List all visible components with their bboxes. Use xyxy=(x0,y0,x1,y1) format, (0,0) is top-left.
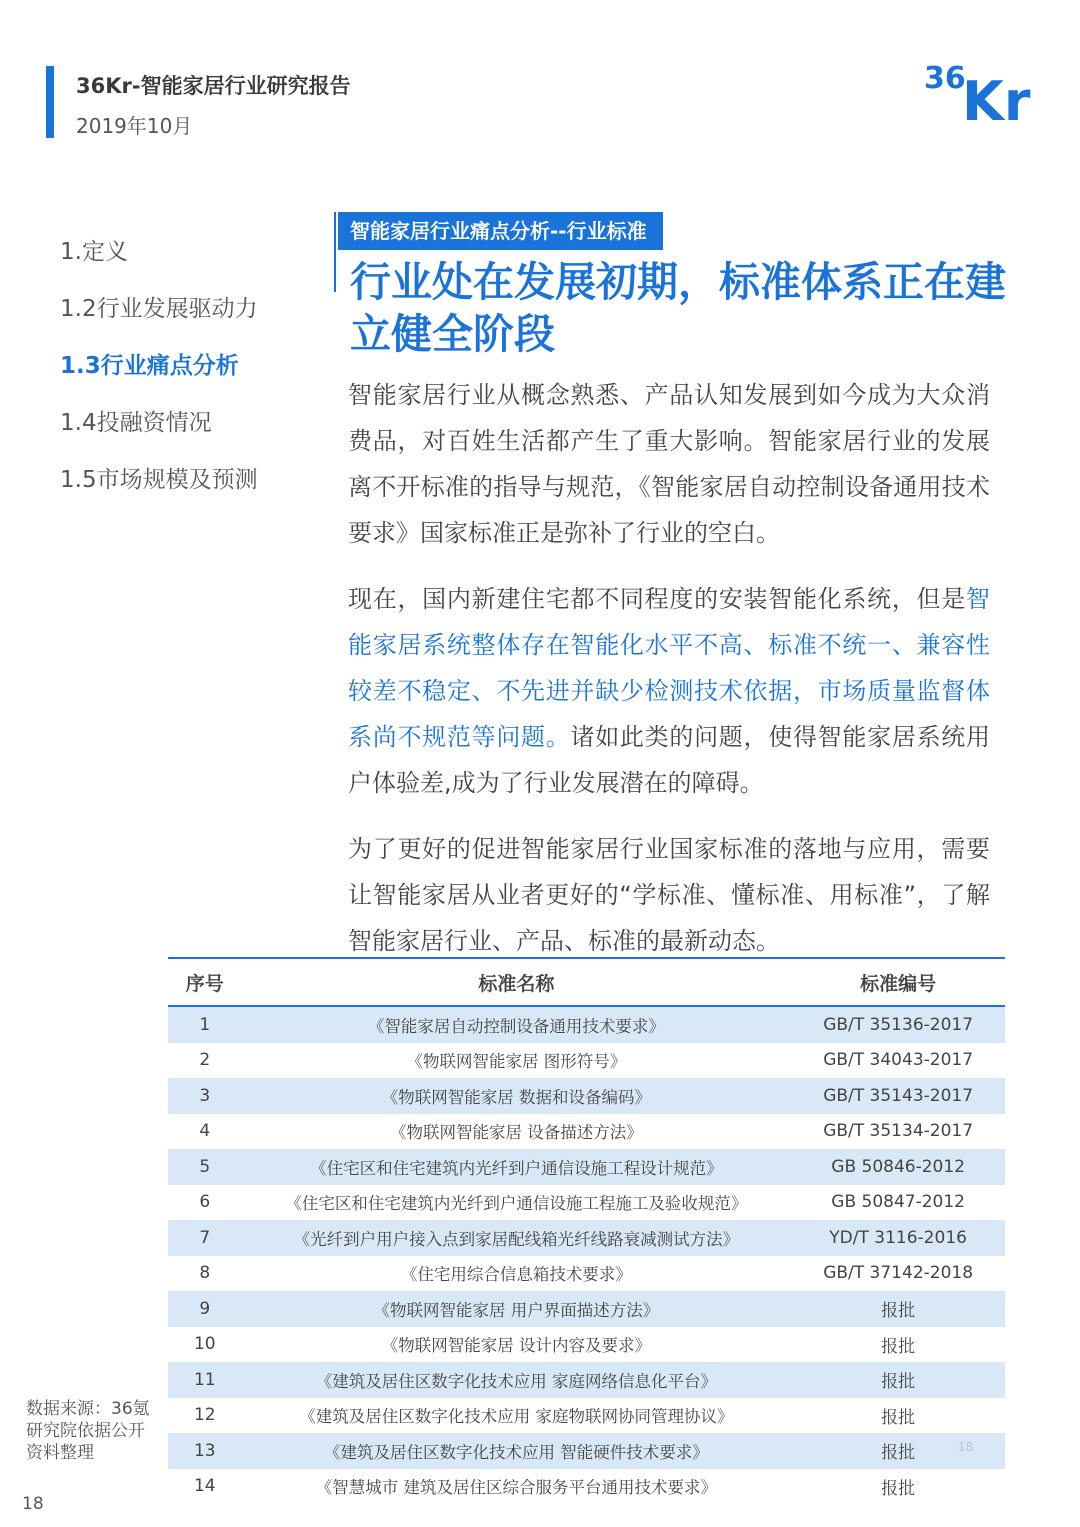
toc-item-drivers[interactable]: 1.2行业发展驱动力 xyxy=(60,296,258,322)
row-standard-name: 《物联网智能家居 用户界面描述方法》 xyxy=(242,1291,792,1327)
header-standard-code: 标准编号 xyxy=(791,958,1005,1006)
row-standard-name: 《物联网智能家居 设计内容及要求》 xyxy=(381,1336,652,1356)
row-index: 7 xyxy=(168,1220,242,1256)
row-standard-name: 《住宅区和住宅建筑内光纤到户通信设施工程施工及验收规范》 xyxy=(285,1194,748,1214)
table-row xyxy=(168,1078,1005,1114)
table-row xyxy=(168,1185,1005,1221)
row-standard-code: GB/T 37142-2018 xyxy=(823,1263,974,1284)
row-standard-name: 《住宅用综合信息箱技术要求》 xyxy=(400,1265,632,1285)
table-row xyxy=(168,1433,1005,1469)
row-index: 11 xyxy=(168,1362,242,1398)
row-index: 10 xyxy=(193,1334,216,1355)
table-row xyxy=(168,1006,1005,1043)
report-title: 36Kr-智能家居行业研究报告 xyxy=(76,74,351,98)
36kr-logo xyxy=(922,58,1052,128)
paragraph-intro: 智能家居行业从概念熟悉、产品认知发展到如今成为大众消费品，对百姓生活都产生了重大影响。智能家居行业的发展离不开标准的指导与规范，《智能家居自动控制设备通用技术要求》国家标准正是弥补了行业的空白。 xyxy=(348,381,990,547)
section-label: 智能家居行业痛点分析--行业标准 xyxy=(338,212,663,250)
row-index: 14 xyxy=(193,1476,216,1497)
table-row xyxy=(168,1362,1005,1398)
toc-item-pain-points[interactable]: 1.3行业痛点分析 xyxy=(60,353,239,379)
row-standard-code: 报批 xyxy=(791,1362,1005,1398)
section-headline: 行业处在发展初期，标准体系正在建立健全阶段 xyxy=(350,258,1006,358)
page-number: 18 xyxy=(22,1494,44,1514)
row-index: 13 xyxy=(168,1433,242,1469)
table-of-contents xyxy=(60,232,258,517)
svg-text:36: 36 xyxy=(924,61,966,96)
table-row xyxy=(168,1469,1005,1505)
row-index: 4 xyxy=(199,1121,211,1142)
table-row xyxy=(168,1291,1005,1327)
row-standard-name: 《光纤到户用户接入点到家居配线箱光纤线路衰减测试方法》 xyxy=(242,1220,792,1256)
standards-table xyxy=(168,957,1005,1504)
row-standard-code: 报批 xyxy=(881,1478,916,1499)
toc-item-market-size[interactable]: 1.5市场规模及预测 xyxy=(60,467,258,493)
header-index: 序号 xyxy=(168,958,242,1006)
row-index: 5 xyxy=(168,1149,242,1185)
table-header-row xyxy=(168,958,1005,1006)
header-accent-bar xyxy=(46,66,54,138)
table-row xyxy=(168,1043,1005,1079)
table-row xyxy=(168,1220,1005,1256)
row-standard-code: YD/T 3116-2016 xyxy=(791,1220,1005,1256)
report-date: 2019年10月 xyxy=(76,114,193,138)
row-standard-code: GB/T 34043-2017 xyxy=(823,1050,974,1071)
table-row xyxy=(168,1149,1005,1185)
row-standard-code: 报批 xyxy=(881,1336,916,1357)
row-standard-code: GB 50846-2012 xyxy=(791,1149,1005,1185)
row-index: 2 xyxy=(199,1050,211,1071)
paragraph-problems-lead: 现在，国内新建住宅都不同程度的安装智能化系统，但是 xyxy=(348,585,966,613)
section-accent-line xyxy=(334,212,336,292)
row-standard-name: 《物联网智能家居 图形符号》 xyxy=(406,1052,627,1072)
row-standard-code: GB/T 35136-2017 xyxy=(791,1006,1005,1043)
paragraph-standards: 为了更好的促进智能家居行业国家标准的落地与应用，需要让智能家居从业者更好的“学标准、懂标准、用标准”，了解智能家居行业、产品、标准的最新动态。 xyxy=(348,835,990,955)
row-standard-code: GB/T 35143-2017 xyxy=(791,1078,1005,1114)
row-index: 6 xyxy=(199,1192,211,1213)
table-row xyxy=(168,1327,1005,1363)
paragraph-problems xyxy=(348,576,990,806)
row-standard-name: 《建筑及居住区数字化技术应用 家庭网络信息化平台》 xyxy=(242,1362,792,1398)
paragraph-problems-highlight: 智能家居系统整体存在智能化水平不高、标准不统一、兼容性较差不稳定、不先进并缺少检测技术依据，市场质量监督体系尚不规范等问题。 xyxy=(348,585,990,751)
row-standard-name: 《物联网智能家居 设备描述方法》 xyxy=(390,1123,643,1143)
row-standard-code: GB/T 35134-2017 xyxy=(823,1121,974,1142)
row-index: 8 xyxy=(199,1263,211,1284)
table-row xyxy=(168,1256,1005,1292)
row-standard-name: 《智能家居自动控制设备通用技术要求》 xyxy=(242,1006,792,1043)
table-row xyxy=(168,1398,1005,1434)
header-standard-name: 标准名称 xyxy=(242,958,792,1006)
watermark-page-number: 18 xyxy=(958,1440,974,1454)
row-standard-name: 《智慧城市 建筑及居住区综合服务平台通用技术要求》 xyxy=(315,1478,718,1498)
row-standard-name: 《建筑及居住区数字化技术应用 家庭物联网协同管理协议》 xyxy=(299,1407,734,1427)
row-index: 9 xyxy=(168,1291,242,1327)
table-row xyxy=(168,1114,1005,1150)
svg-text:Kr: Kr xyxy=(962,70,1031,128)
row-index: 12 xyxy=(193,1405,216,1426)
toc-item-financing[interactable]: 1.4投融资情况 xyxy=(60,410,212,436)
row-index: 1 xyxy=(168,1006,242,1043)
row-standard-code: 报批 xyxy=(791,1291,1005,1327)
toc-item-definition[interactable]: 1.定义 xyxy=(60,239,128,265)
row-standard-name: 《建筑及居住区数字化技术应用 智能硬件技术要求》 xyxy=(242,1433,792,1469)
row-standard-name: 《物联网智能家居 数据和设备编码》 xyxy=(242,1078,792,1114)
paragraph-problems-tail: 诸如此类的问题，使得智能家居系统用户体验差,成为了行业发展潜在的障碍。 xyxy=(348,723,991,797)
row-standard-code: GB 50847-2012 xyxy=(831,1192,965,1213)
data-source-note: 数据来源：36氪研究院依据公开资料整理 xyxy=(26,1399,150,1463)
row-standard-code: 报批 xyxy=(881,1407,916,1428)
row-standard-name: 《住宅区和住宅建筑内光纤到户通信设施工程设计规范》 xyxy=(242,1149,792,1185)
row-index: 3 xyxy=(168,1078,242,1114)
row-standard-code: 报批 xyxy=(791,1433,1005,1469)
